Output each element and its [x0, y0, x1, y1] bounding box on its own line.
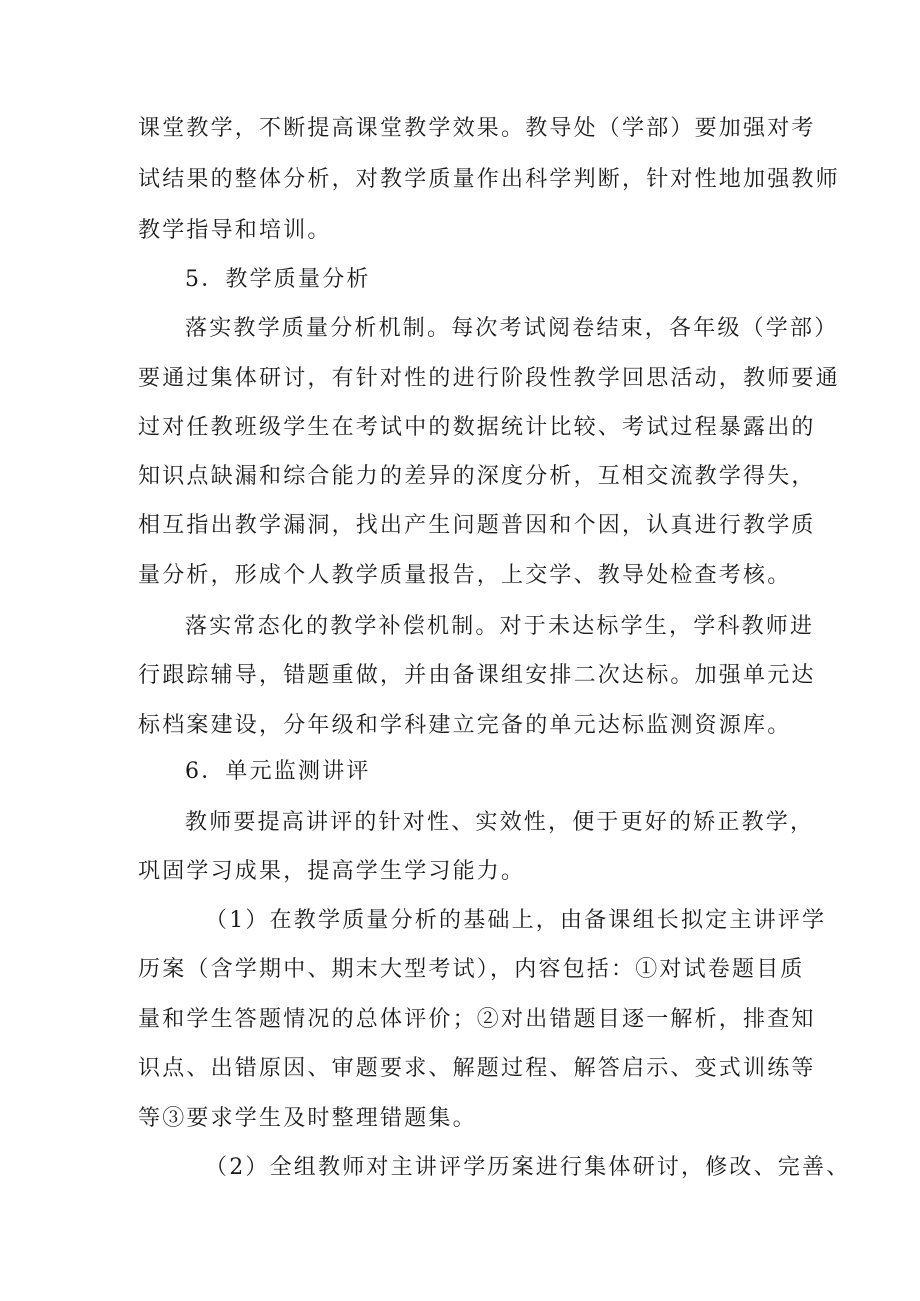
body-text-line: 试结果的整体分析，对教学质量作出科学判断，针对性地加强教师	[138, 167, 840, 192]
body-text-line: 巩固学习成果，提高学生学习能力。	[138, 859, 526, 884]
body-text-line: （1）在教学质量分析的基础上，由备课组长拟定主讲评学	[205, 908, 827, 933]
body-text-line: 行跟踪辅导，错题重做，并由备课组安排二次达标。加强单元达	[138, 663, 816, 688]
body-text-line: 教师要提高讲评的针对性、实效性，便于更好的矫正教学，	[185, 810, 815, 835]
body-text-line: 要通过集体研讨，有针对性的进行阶段性教学回思活动，教师要通	[138, 366, 840, 391]
body-text-line: 识点、出错原因、审题要求、解题过程、解答启示、变式训练等	[138, 1056, 816, 1081]
body-text-line: 标档案建设，分年级和学科建立完备的单元达标监测资源库。	[138, 713, 792, 738]
body-text-line: 教学指导和培训。	[138, 218, 332, 243]
section-heading-5: 5．教学质量分析	[185, 267, 371, 292]
body-text-line: 量分析，形成个人教学质量报告，上交学、教导处检查考核。	[138, 563, 792, 588]
body-text-line: 落实常态化的教学补偿机制。对于未达标学生，学科教师进	[185, 614, 815, 639]
body-text-line: 历案（含学期中、期末大型考试），内容包括：①对试卷题目质	[138, 957, 805, 982]
body-text-line: 等③要求学生及时整理错题集。	[138, 1106, 477, 1131]
body-text-line: 相互指出教学漏洞，找出产生问题普因和个因，认真进行教学质	[138, 513, 816, 538]
body-text-line: 课堂教学，不断提高课堂教学效果。教导处（学部）要加强对考	[138, 116, 816, 141]
body-text-line: 知识点缺漏和综合能力的差异的深度分析，互相交流教学得失，	[138, 464, 816, 489]
section-heading-6: 6．单元监测讲评	[185, 759, 371, 784]
body-text-line: 过对任教班级学生在考试中的数据统计比较、考试过程暴露出的	[138, 415, 816, 440]
body-text-line: （2）全组教师对主讲评学历案进行集体研讨，修改、完善、	[205, 1155, 851, 1180]
body-text-line: 量和学生答题情况的总体评价；②对出错题目逐一解析，排查知	[138, 1007, 816, 1032]
body-text-line: 落实教学质量分析机制。每次考试阅卷结束，各年级（学部）	[185, 316, 839, 341]
